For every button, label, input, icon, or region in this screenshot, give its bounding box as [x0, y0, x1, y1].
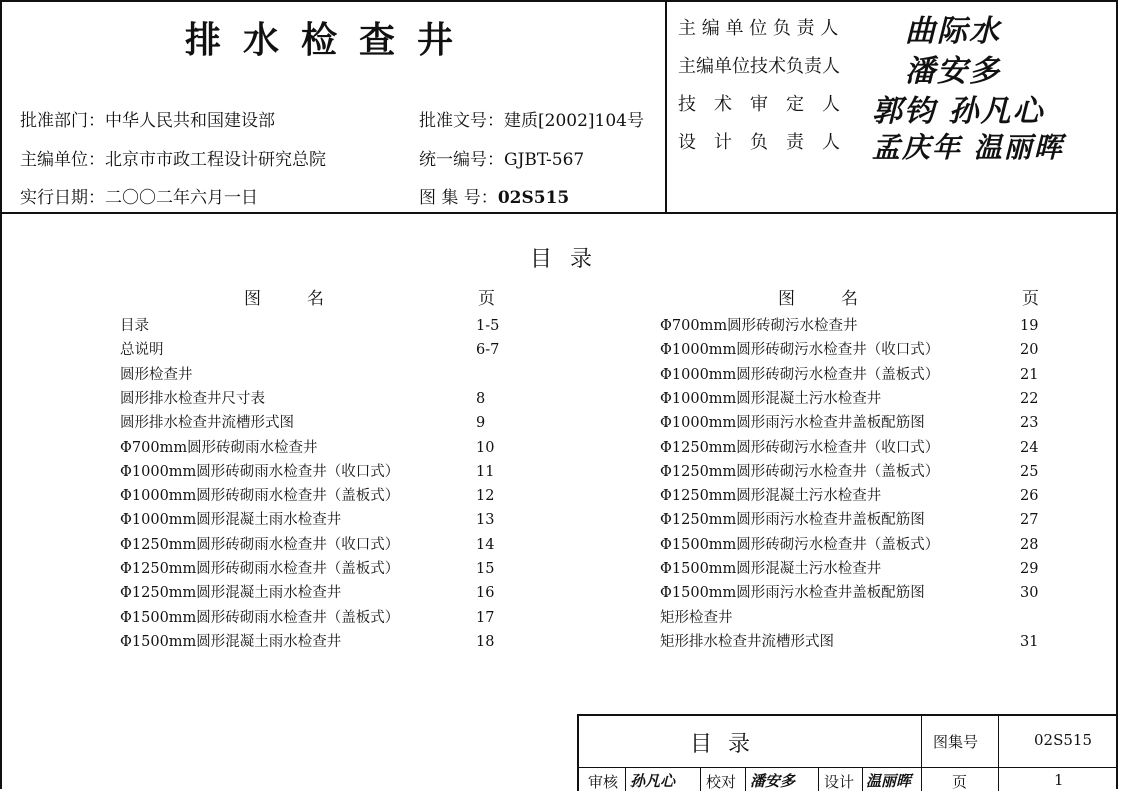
responsible-role-1: 主 编 单 位 负 责 人 — [678, 18, 839, 39]
toc-right-item-name: Φ1250mm圆形雨污水检查井盖板配筋图 — [660, 512, 925, 528]
approve-doc-value: 建质[2002]104号 — [504, 111, 644, 131]
toc-right-item-name: Φ1250mm圆形混凝土污水检查井 — [660, 488, 882, 504]
toc-left-item-name: Φ1250mm圆形混凝土雨水检查井 — [120, 585, 342, 601]
toc-left-item-page: 18 — [476, 634, 495, 650]
title-block-v1 — [921, 714, 922, 791]
editor-label: 主编单位： — [20, 150, 105, 170]
signature-3: 郭钧 孙凡心 — [872, 94, 1045, 129]
title-block-atlas-value: 02S515 — [1034, 731, 1092, 749]
toc-left-item-page: 9 — [476, 415, 486, 431]
title-block-design-sig: 温丽晖 — [866, 772, 912, 790]
toc-right-item-name: Φ1000mm圆形混凝土污水检查井 — [660, 391, 882, 407]
date-row — [20, 183, 258, 208]
toc-left-item-name: Φ1250mm圆形砖砌雨水检查井（盖板式） — [120, 561, 400, 577]
toc-left-col-name: 图 名 — [244, 289, 328, 309]
toc-left-item-page: 12 — [476, 488, 495, 504]
title-block-title: 目录 — [690, 732, 767, 757]
title-block-page-value: 1 — [1054, 771, 1064, 789]
title-block-design-label: 设计 — [824, 773, 855, 791]
toc-right-item-page: 27 — [1020, 512, 1039, 528]
toc-right-item-page: 30 — [1020, 585, 1039, 601]
toc-left-item-name: Φ1000mm圆形混凝土雨水检查井 — [120, 512, 342, 528]
toc-right-item-page: 22 — [1020, 391, 1039, 407]
responsible-role-2: 主编单位技术负责人 — [678, 56, 840, 77]
title-block-v3 — [625, 767, 626, 791]
date-label: 实行日期： — [20, 188, 105, 208]
toc-right-item-page: 23 — [1020, 415, 1039, 431]
title-block-page-label: 页 — [952, 773, 968, 791]
atlas-no-value: 02S515 — [497, 188, 570, 208]
editor-row — [20, 145, 326, 170]
toc-right-item-page: 19 — [1020, 318, 1039, 334]
title-block-v6 — [818, 767, 819, 791]
toc-right-item-name: Φ1000mm圆形雨污水检查井盖板配筋图 — [660, 415, 925, 431]
responsible-role-4: 设 计 负 责 人 — [678, 132, 840, 153]
title-block-mid — [577, 767, 1118, 768]
toc-left-item-name: 目录 — [120, 318, 149, 334]
toc-left-item-name: 圆形排水检查井尺寸表 — [120, 391, 265, 407]
title-block-v5 — [745, 767, 746, 791]
toc-left-col-page: 页 — [478, 289, 495, 309]
toc-left-item-page: 15 — [476, 561, 495, 577]
document-title: 排水检查井 — [185, 20, 476, 61]
toc-right-item-name: Φ1000mm圆形砖砌污水检查井（收口式） — [660, 342, 940, 358]
toc-right-item-page: 21 — [1020, 367, 1039, 383]
toc-right-item-name: 矩形检查井 — [660, 610, 733, 626]
toc-left-item-page: 14 — [476, 537, 495, 553]
toc-left-item-name: 圆形检查井 — [120, 367, 193, 383]
toc-left-item-page: 10 — [476, 440, 495, 456]
toc-left-item-name: Φ1250mm圆形砖砌雨水检查井（收口式） — [120, 537, 400, 553]
editor-value: 北京市市政工程设计研究总院 — [105, 150, 326, 170]
toc-left-item-name: 总说明 — [120, 342, 164, 358]
approve-doc-label: 批准文号： — [419, 111, 504, 131]
toc-right-item-page: 20 — [1020, 342, 1039, 358]
toc-left-item-page: 13 — [476, 512, 495, 528]
toc-right-item-name: Φ1000mm圆形砖砌污水检查井（盖板式） — [660, 367, 940, 383]
toc-right-item-page: 31 — [1020, 634, 1039, 650]
toc-left-item-page: 8 — [476, 391, 486, 407]
toc-right-item-name: Φ1250mm圆形砖砌污水检查井（盖板式） — [660, 464, 940, 480]
toc-left-item-name: Φ1000mm圆形砖砌雨水检查井（盖板式） — [120, 488, 400, 504]
toc-left-item-page: 17 — [476, 610, 495, 626]
toc-right-col-name: 图 名 — [778, 289, 862, 309]
toc-right-item-page: 24 — [1020, 440, 1039, 456]
unified-no-row — [419, 145, 584, 170]
toc-right-item-name: 矩形排水检查井流槽形式图 — [660, 634, 834, 650]
header-divider — [0, 212, 1118, 214]
toc-right-item-name: Φ1500mm圆形砖砌污水检查井（盖板式） — [660, 537, 940, 553]
unified-no-label: 统一编号： — [419, 150, 504, 170]
title-block-check-label: 校对 — [706, 773, 737, 791]
toc-left-item-page: 11 — [476, 464, 495, 480]
date-value: 二〇〇二年六月一日 — [105, 188, 258, 208]
title-block-v4 — [700, 767, 701, 791]
title-block-review-label: 审核 — [588, 773, 619, 791]
signature-4: 孟庆年 温丽晖 — [872, 131, 1064, 164]
toc-heading: 目录 — [530, 247, 611, 272]
responsible-role-3: 技 术 审 定 人 — [678, 94, 840, 115]
toc-left-item-name: 圆形排水检查井流槽形式图 — [120, 415, 294, 431]
toc-left-item-name: Φ700mm圆形砖砌雨水检查井 — [120, 440, 318, 456]
title-block-review-sig: 孙凡心 — [630, 772, 676, 790]
toc-right-item-name: Φ700mm圆形砖砌污水检查井 — [660, 318, 858, 334]
unified-no-value: GJBT-567 — [504, 150, 585, 170]
toc-left-item-name: Φ1500mm圆形砖砌雨水检查井（盖板式） — [120, 610, 400, 626]
toc-right-col-page: 页 — [1022, 289, 1039, 309]
title-block-v2 — [998, 714, 999, 791]
header-vertical-divider — [665, 0, 667, 213]
toc-right-item-page: 28 — [1020, 537, 1039, 553]
toc-left-item-page: 16 — [476, 585, 495, 601]
signature-2: 潘安多 — [905, 54, 1001, 89]
approve-doc-row — [419, 106, 644, 131]
approve-dept-label: 批准部门： — [20, 111, 105, 131]
atlas-no-label: 图 集 号： — [419, 188, 498, 208]
toc-left-item-page: 6-7 — [476, 342, 500, 358]
toc-right-item-name: Φ1500mm圆形雨污水检查井盖板配筋图 — [660, 585, 925, 601]
title-block-left — [577, 714, 579, 791]
atlas-no-row — [419, 183, 569, 208]
title-block-v7 — [862, 767, 863, 791]
toc-right-item-name: Φ1500mm圆形混凝土污水检查井 — [660, 561, 882, 577]
toc-left-item-name: Φ1500mm圆形混凝土雨水检查井 — [120, 634, 342, 650]
toc-left-item-page: 1-5 — [476, 318, 500, 334]
toc-right-item-page: 26 — [1020, 488, 1039, 504]
toc-right-item-name: Φ1250mm圆形砖砌污水检查井（收口式） — [660, 440, 940, 456]
title-block-top — [577, 714, 1118, 716]
approve-dept-value: 中华人民共和国建设部 — [105, 111, 275, 131]
signature-1: 曲际水 — [905, 14, 1001, 49]
toc-left-item-name: Φ1000mm圆形砖砌雨水检查井（收口式） — [120, 464, 400, 480]
toc-right-item-page: 29 — [1020, 561, 1039, 577]
title-block-atlas-label: 图集号 — [933, 733, 979, 751]
title-block-check-sig: 潘安多 — [750, 772, 796, 790]
toc-right-item-page: 25 — [1020, 464, 1039, 480]
approve-dept-row — [20, 106, 275, 131]
